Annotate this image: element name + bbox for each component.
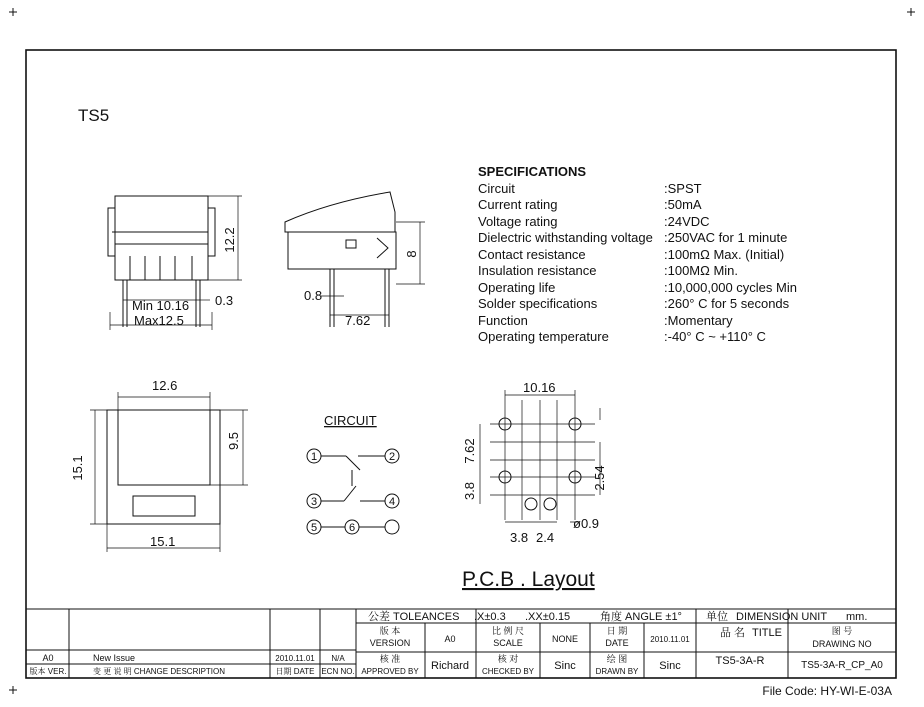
- spec-value: :Momentary: [664, 313, 733, 328]
- dim-front-pin: 0.3: [215, 293, 234, 308]
- footer-change: 变 更 说 明 CHANGE DESCRIPTION: [93, 667, 226, 676]
- spec-value: :50mA: [664, 197, 702, 212]
- circuit-title: CIRCUIT: [324, 413, 377, 428]
- dim-pcb-lower: 3.8: [462, 481, 477, 501]
- title-en: TITLE: [752, 627, 782, 639]
- checked-value: Sinc: [554, 660, 576, 672]
- footer-date: 日期 DATE: [275, 667, 315, 676]
- version-value: A0: [444, 634, 456, 644]
- dim-top-bottom-width: 15.1: [150, 534, 176, 549]
- dim-top-height: 15.1: [70, 455, 85, 481]
- drawing-no-en: DRAWING NO: [812, 639, 872, 649]
- title-cn: 品 名: [720, 627, 746, 639]
- scale-cn: 比 例 尺: [491, 626, 525, 636]
- circuit-pin: 4: [388, 496, 396, 508]
- circuit-pin: 5: [310, 522, 318, 534]
- spec-value: :10,000,000 cycles Min: [664, 280, 797, 295]
- rev-date: 2010.11.01: [275, 654, 315, 663]
- angle-tolerance: 角度 ANGLE ±1°: [600, 611, 682, 623]
- circuit-pin: 3: [310, 496, 318, 508]
- title-value: TS5-3A-R: [715, 655, 765, 667]
- dim-top-inner: 9.5: [226, 431, 241, 451]
- drawn-cn: 绘 图: [606, 654, 628, 664]
- version-cn: 版 本: [379, 626, 401, 636]
- circuit-pin: 6: [348, 522, 356, 534]
- drawing-no-value: TS5-3A-R_CP_A0: [801, 660, 883, 671]
- spec-value: :SPST: [664, 181, 702, 196]
- spec-table: [478, 181, 797, 344]
- date-en: DATE: [605, 638, 629, 648]
- drawing-no-cn: 图 号: [831, 626, 853, 636]
- dim-pcb-bottom-left: 3.8: [510, 530, 529, 545]
- circuit-pin: 1: [310, 451, 318, 463]
- spec-name: Solder specifications: [478, 296, 598, 311]
- dim-side-height: 8: [404, 250, 419, 258]
- dim-front-max-width: Max12.5: [134, 313, 184, 328]
- tolerance-xx: .XX±0.15: [525, 611, 571, 623]
- part-label: TS5: [78, 106, 110, 125]
- pcb-hole: [544, 498, 556, 510]
- rev-description: New Issue: [93, 653, 136, 663]
- sheet-border: [26, 50, 896, 678]
- scale-en: SCALE: [493, 638, 523, 648]
- footer-ver: 版本 VER.: [29, 667, 67, 676]
- footer-ecn: ECN NO.: [321, 667, 355, 676]
- spec-name: Insulation resistance: [478, 263, 597, 278]
- dim-top-width: 12.6: [152, 378, 178, 393]
- unit-label: 单位: [706, 611, 728, 623]
- spec-value: :100MΩ Min.: [664, 263, 739, 278]
- date-value: 2010.11.01: [650, 635, 690, 644]
- spec-name: Operating temperature: [478, 329, 609, 344]
- spec-name: Function: [478, 313, 528, 328]
- spec-value: :24VDC: [664, 214, 710, 229]
- dim-pcb-height: 7.62: [462, 438, 477, 464]
- dim-pcb-width: 10.16: [523, 380, 556, 395]
- spec-value: :100mΩ Max. (Initial): [664, 247, 785, 262]
- approved-cn: 核 准: [379, 654, 401, 664]
- rev-version: A0: [42, 653, 54, 663]
- unit-value: DIMENSION UNIT: [736, 611, 828, 623]
- checked-en: CHECKED BY: [481, 667, 535, 676]
- spec-name: Operating life: [478, 280, 556, 295]
- dim-side-pitch: 7.62: [345, 313, 371, 328]
- spec-value: :250VAC for 1 minute: [664, 230, 788, 245]
- approved-value: Richard: [431, 660, 469, 672]
- scale-value: NONE: [551, 634, 579, 644]
- side-view: [285, 192, 425, 327]
- drawn-en: DRAWN BY: [595, 667, 639, 676]
- top-view: [90, 392, 248, 552]
- rev-ecn: N/A: [331, 654, 345, 663]
- corner-marks: [9, 8, 915, 694]
- spec-name: Voltage rating: [478, 214, 558, 229]
- date-cn: 日 期: [606, 626, 628, 636]
- spec-value: :260° C for 5 seconds: [664, 296, 790, 311]
- dim-pcb-hole: ø0.9: [573, 516, 600, 531]
- file-code: File Code: HY-WI-E-03A: [762, 684, 892, 698]
- spec-name: Current rating: [478, 197, 558, 212]
- dim-front-height: 12.2: [222, 227, 237, 253]
- checked-cn: 核 对: [497, 654, 519, 664]
- spec-name: Circuit: [478, 181, 515, 196]
- drawn-value: Sinc: [659, 660, 681, 672]
- tolerances-label: 公差 TOLEANCES: [368, 611, 460, 623]
- pcb-hole: [525, 498, 537, 510]
- unit-mm: mm.: [846, 611, 868, 623]
- dim-pcb-pitch: 2.54: [592, 465, 607, 491]
- spec-name: Dielectric withstanding voltage: [478, 230, 653, 245]
- approved-en: APPROVED BY: [361, 667, 419, 676]
- circuit-pin: 2: [388, 451, 396, 463]
- version-en: VERSION: [369, 638, 411, 648]
- dim-side-pin: 0.8: [304, 288, 323, 303]
- dim-front-min-width: Min 10.16: [132, 298, 190, 313]
- spec-value: :-40° C ~ +110° C: [664, 329, 766, 344]
- spec-title: SPECIFICATIONS: [478, 164, 587, 179]
- dim-pcb-bottom-right: 2.4: [536, 530, 555, 545]
- tolerance-x: .X±0.3: [474, 611, 506, 623]
- spec-name: Contact resistance: [478, 247, 586, 262]
- pcb-grid: [480, 390, 600, 522]
- layout-title: P.C.B . Layout: [462, 568, 595, 591]
